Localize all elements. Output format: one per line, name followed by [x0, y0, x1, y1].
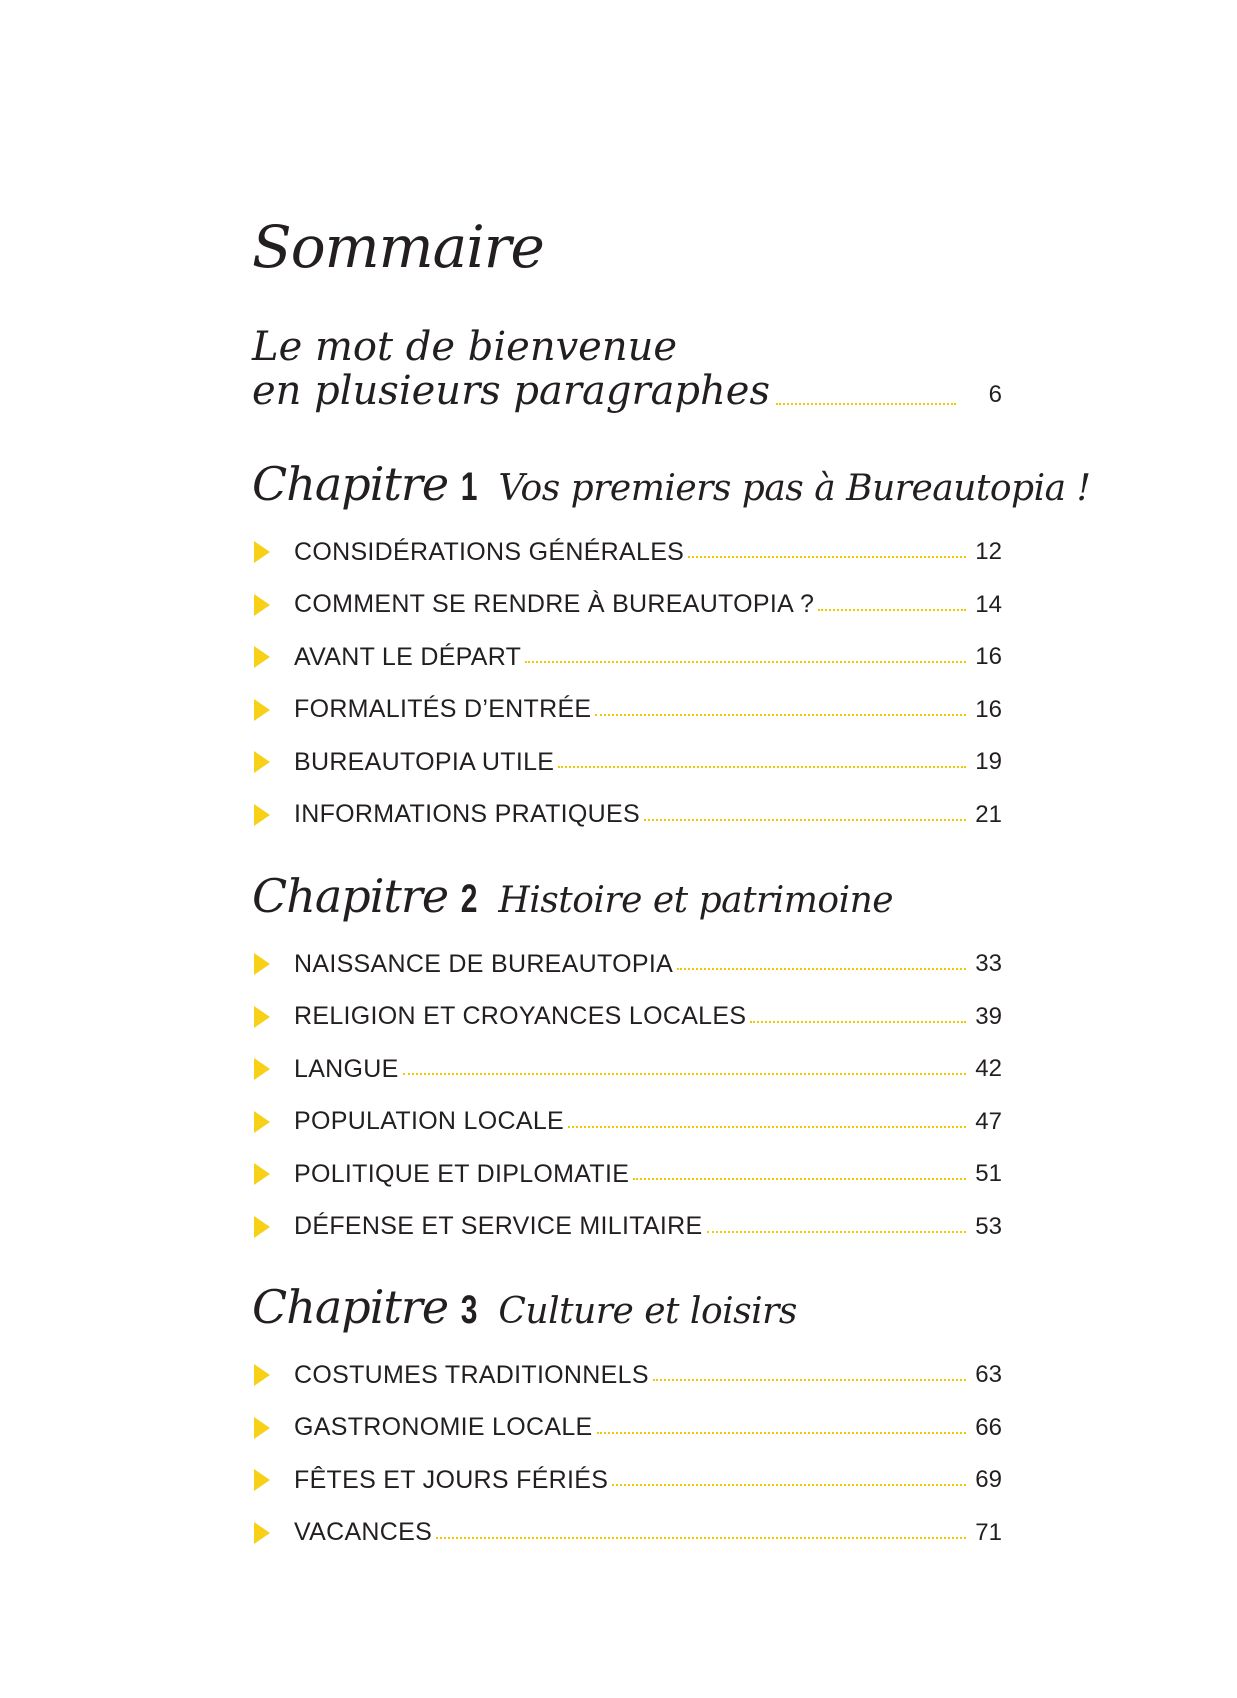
- toc-entry[interactable]: [252, 526, 1002, 579]
- entry-label: RELIGION ET CROYANCES LOCALES: [294, 1002, 747, 1031]
- chapter-word: Chapitre: [252, 869, 449, 923]
- chapter-entries: [252, 1349, 1002, 1559]
- entry-label: CONSIDÉRATIONS GÉNÉRALES: [294, 537, 685, 566]
- intro-title-line-1: Le mot de bienvenue: [252, 324, 678, 370]
- triangle-right-icon: [254, 1469, 270, 1491]
- page-number: 21: [975, 800, 1002, 828]
- triangle-right-icon: [254, 804, 270, 826]
- dotted-leader: [688, 556, 966, 558]
- chapter-2: [252, 868, 1032, 1253]
- toc-entry[interactable]: [252, 1096, 1002, 1149]
- page-number: 69: [975, 1466, 1002, 1494]
- entry-label: COSTUMES TRADITIONNELS: [294, 1360, 649, 1389]
- entry-label: LANGUE: [294, 1054, 399, 1083]
- toc-entry[interactable]: [252, 1507, 1002, 1560]
- toc-entry[interactable]: [252, 991, 1002, 1044]
- page-title: Sommaire: [252, 213, 544, 281]
- triangle-right-icon: [254, 953, 270, 975]
- dotted-leader: [597, 1432, 966, 1434]
- dotted-leader: [750, 1021, 966, 1023]
- dotted-leader: [612, 1484, 966, 1486]
- page-number: 19: [975, 748, 1002, 776]
- chapter-subtitle: Histoire et patrimoine: [498, 880, 894, 921]
- dotted-leader: [595, 714, 966, 716]
- intro-row: [252, 369, 1002, 413]
- toc-entry[interactable]: [252, 1148, 1002, 1201]
- page-number: 42: [975, 1055, 1002, 1083]
- triangle-right-icon: [254, 751, 270, 773]
- toc-entry[interactable]: [252, 631, 1002, 684]
- triangle-right-icon: [254, 1417, 270, 1439]
- triangle-right-icon: [254, 594, 270, 616]
- entry-label: FORMALITÉS D’ENTRÉE: [294, 695, 592, 724]
- chapter-word: Chapitre: [252, 1280, 449, 1334]
- toc-entry[interactable]: [252, 789, 1002, 842]
- entry-label: INFORMATIONS PRATIQUES: [294, 800, 640, 829]
- toc-entry[interactable]: [252, 938, 1002, 991]
- triangle-right-icon: [254, 1058, 270, 1080]
- toc-entry[interactable]: [252, 1349, 1002, 1402]
- triangle-right-icon: [254, 699, 270, 721]
- chapter-word: Chapitre: [252, 457, 449, 511]
- toc-entry[interactable]: [252, 1043, 1002, 1096]
- triangle-right-icon: [254, 1111, 270, 1133]
- dotted-leader: [653, 1379, 966, 1381]
- dotted-leader: [633, 1178, 966, 1180]
- entry-label: NAISSANCE DE BUREAUTOPIA: [294, 949, 674, 978]
- triangle-right-icon: [254, 1006, 270, 1028]
- chapter-heading[interactable]: [252, 868, 1032, 928]
- intro-entry[interactable]: [252, 325, 1002, 413]
- page-number: 47: [975, 1107, 1002, 1135]
- toc-entry[interactable]: [252, 579, 1002, 632]
- triangle-right-icon: [254, 1216, 270, 1238]
- triangle-right-icon: [254, 1163, 270, 1185]
- chapter-entries: [252, 526, 1002, 841]
- dotted-leader: [677, 968, 966, 970]
- chapter-3: [252, 1279, 1032, 1559]
- entry-label: VACANCES: [294, 1518, 433, 1547]
- triangle-right-icon: [254, 541, 270, 563]
- toc-entry[interactable]: [252, 736, 1002, 789]
- page-number: 71: [975, 1518, 1002, 1546]
- entry-label: GASTRONOMIE LOCALE: [294, 1413, 593, 1442]
- dotted-leader: [403, 1073, 966, 1075]
- toc-entry[interactable]: [252, 1201, 1002, 1254]
- dotted-leader: [644, 819, 966, 821]
- page-number: 16: [975, 695, 1002, 723]
- page-number: 33: [975, 950, 1002, 978]
- dotted-leader: [568, 1126, 966, 1128]
- dotted-leader: [818, 609, 966, 611]
- chapter-subtitle: Culture et loisirs: [498, 1291, 797, 1332]
- page-number: 53: [975, 1212, 1002, 1240]
- page-number: 51: [975, 1160, 1002, 1188]
- triangle-right-icon: [254, 1522, 270, 1544]
- toc-entry[interactable]: [252, 1454, 1002, 1507]
- page-number: 39: [975, 1002, 1002, 1030]
- chapter-number: 2: [460, 877, 478, 921]
- toc-entry[interactable]: [252, 684, 1002, 737]
- intro-title-line-2: en plusieurs paragraphes: [252, 368, 770, 414]
- chapter-number: 1: [460, 465, 478, 509]
- chapter-number: 3: [460, 1288, 478, 1332]
- entry-label: FÊTES ET JOURS FÉRIÉS: [294, 1465, 609, 1494]
- toc-entry[interactable]: [252, 1402, 1002, 1455]
- entry-label: AVANT LE DÉPART: [294, 642, 522, 671]
- entry-label: DÉFENSE ET SERVICE MILITAIRE: [294, 1212, 703, 1241]
- triangle-right-icon: [254, 646, 270, 668]
- dotted-leader: [525, 661, 966, 663]
- dotted-leader: [558, 766, 966, 768]
- dotted-leader: [707, 1231, 967, 1233]
- chapter-heading[interactable]: [252, 456, 1091, 516]
- page-number: 66: [975, 1413, 1002, 1441]
- entry-label: BUREAUTOPIA UTILE: [294, 747, 555, 776]
- chapter-1: [252, 456, 1091, 841]
- page-number: 6: [988, 381, 1002, 408]
- chapter-heading[interactable]: [252, 1279, 1032, 1339]
- dotted-leader: [436, 1537, 966, 1539]
- entry-label: POLITIQUE ET DIPLOMATIE: [294, 1159, 630, 1188]
- entry-label: COMMENT SE RENDRE À BUREAUTOPIA ?: [294, 590, 815, 619]
- page-number: 63: [975, 1361, 1002, 1389]
- page-number: 12: [975, 538, 1002, 566]
- chapter-subtitle: Vos premiers pas à Bureautopia !: [498, 468, 1091, 509]
- chapter-entries: [252, 938, 1002, 1253]
- page-number: 14: [975, 590, 1002, 618]
- triangle-right-icon: [254, 1364, 270, 1386]
- entry-label: POPULATION LOCALE: [294, 1107, 564, 1136]
- page-number: 16: [975, 643, 1002, 671]
- dotted-leader: [776, 403, 956, 405]
